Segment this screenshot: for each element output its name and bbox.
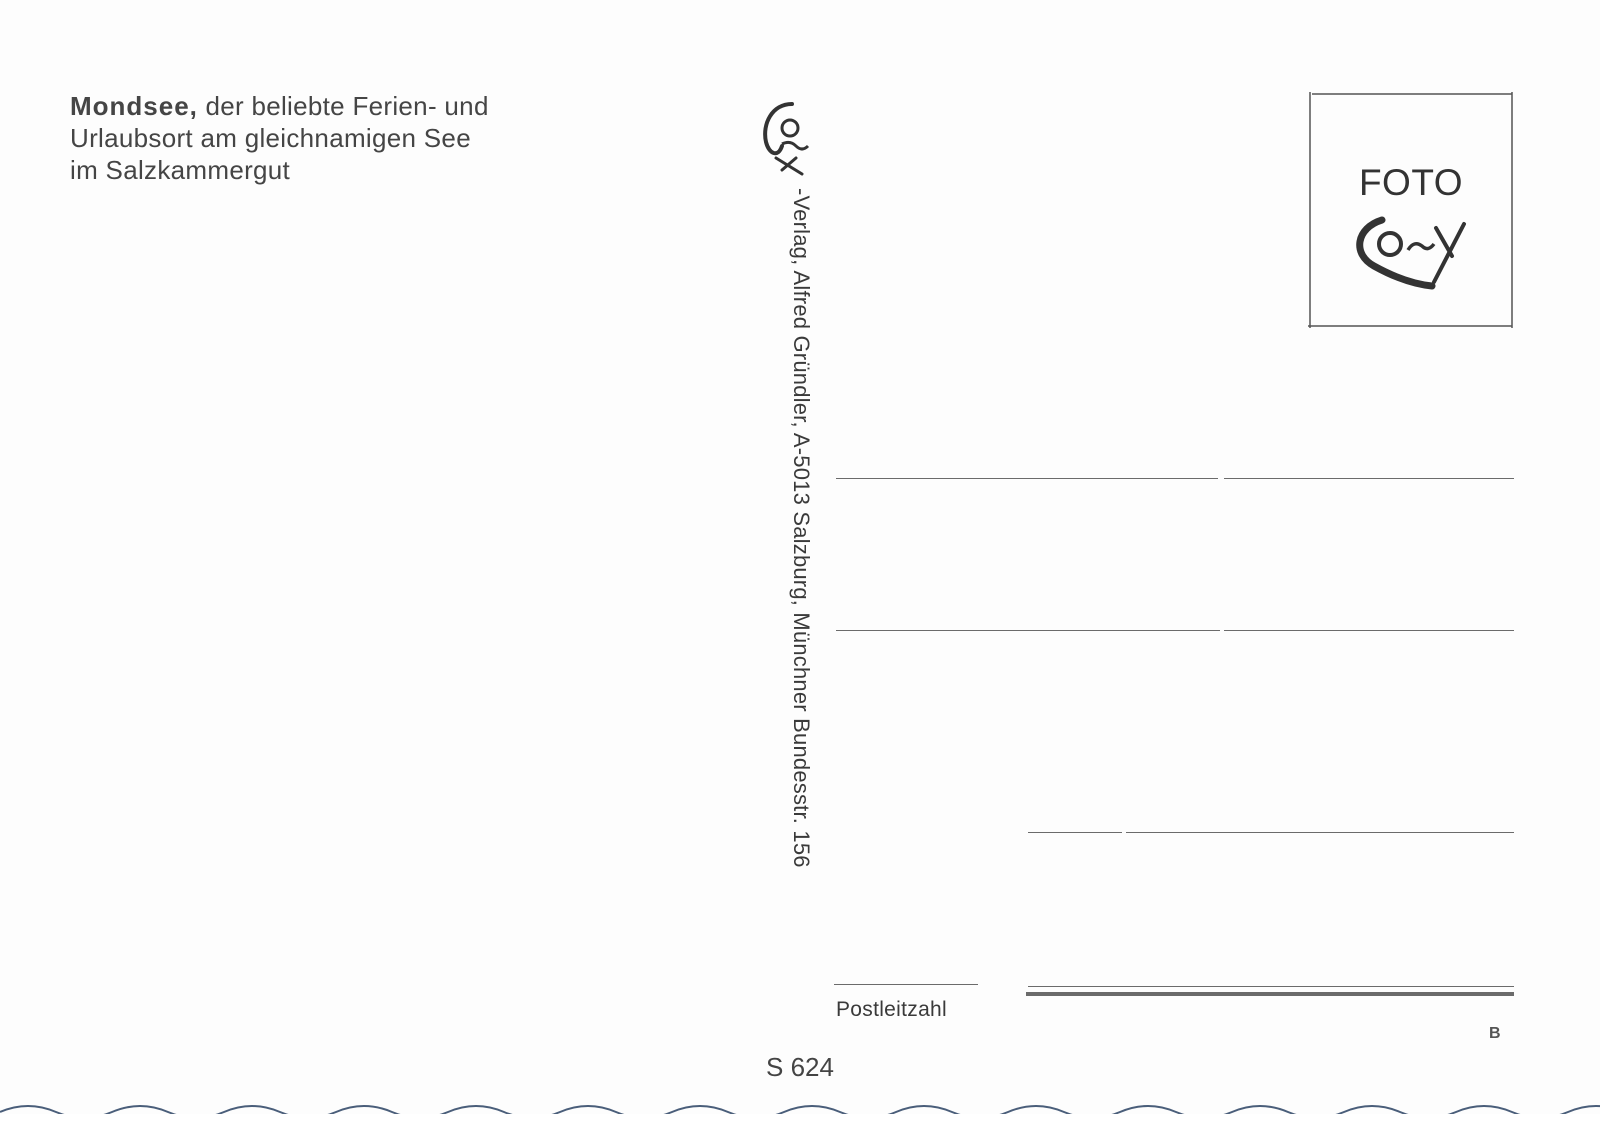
address-line-3b [1126, 832, 1514, 833]
corner-marker: B [1489, 1025, 1501, 1042]
caption-line-3: im Salzkammergut [70, 155, 291, 185]
stamp-label: FOTO [1358, 162, 1464, 203]
cosy-logo-large [1352, 210, 1472, 290]
caption [70, 90, 489, 186]
address-line-1b [1224, 478, 1514, 479]
cosy-logo-small [762, 100, 812, 180]
caption-line-1: der beliebte Ferien- und [197, 91, 489, 121]
postcode-line [834, 984, 978, 985]
deckled-edge [0, 1098, 1600, 1137]
card-code: S 624 [766, 1052, 834, 1082]
address-line-2 [836, 630, 1220, 631]
publisher-imprint [758, 100, 818, 1000]
city-line-top [1028, 986, 1514, 987]
caption-place-name: Mondsee, [70, 91, 198, 121]
stamp-box [1308, 92, 1514, 328]
address-line-3 [1028, 832, 1122, 833]
postcode-label: Postleitzahl [836, 998, 947, 1021]
address-line-2b [1224, 630, 1514, 631]
caption-line-2: Urlaubsort am gleichnamigen See [70, 123, 471, 153]
address-line-1 [836, 478, 1218, 479]
city-line [1026, 992, 1514, 996]
publisher-address: -Verlag, Alfred Gründler, A-5013 Salzburg, Münchner Bundesstr. 156 [789, 188, 814, 868]
